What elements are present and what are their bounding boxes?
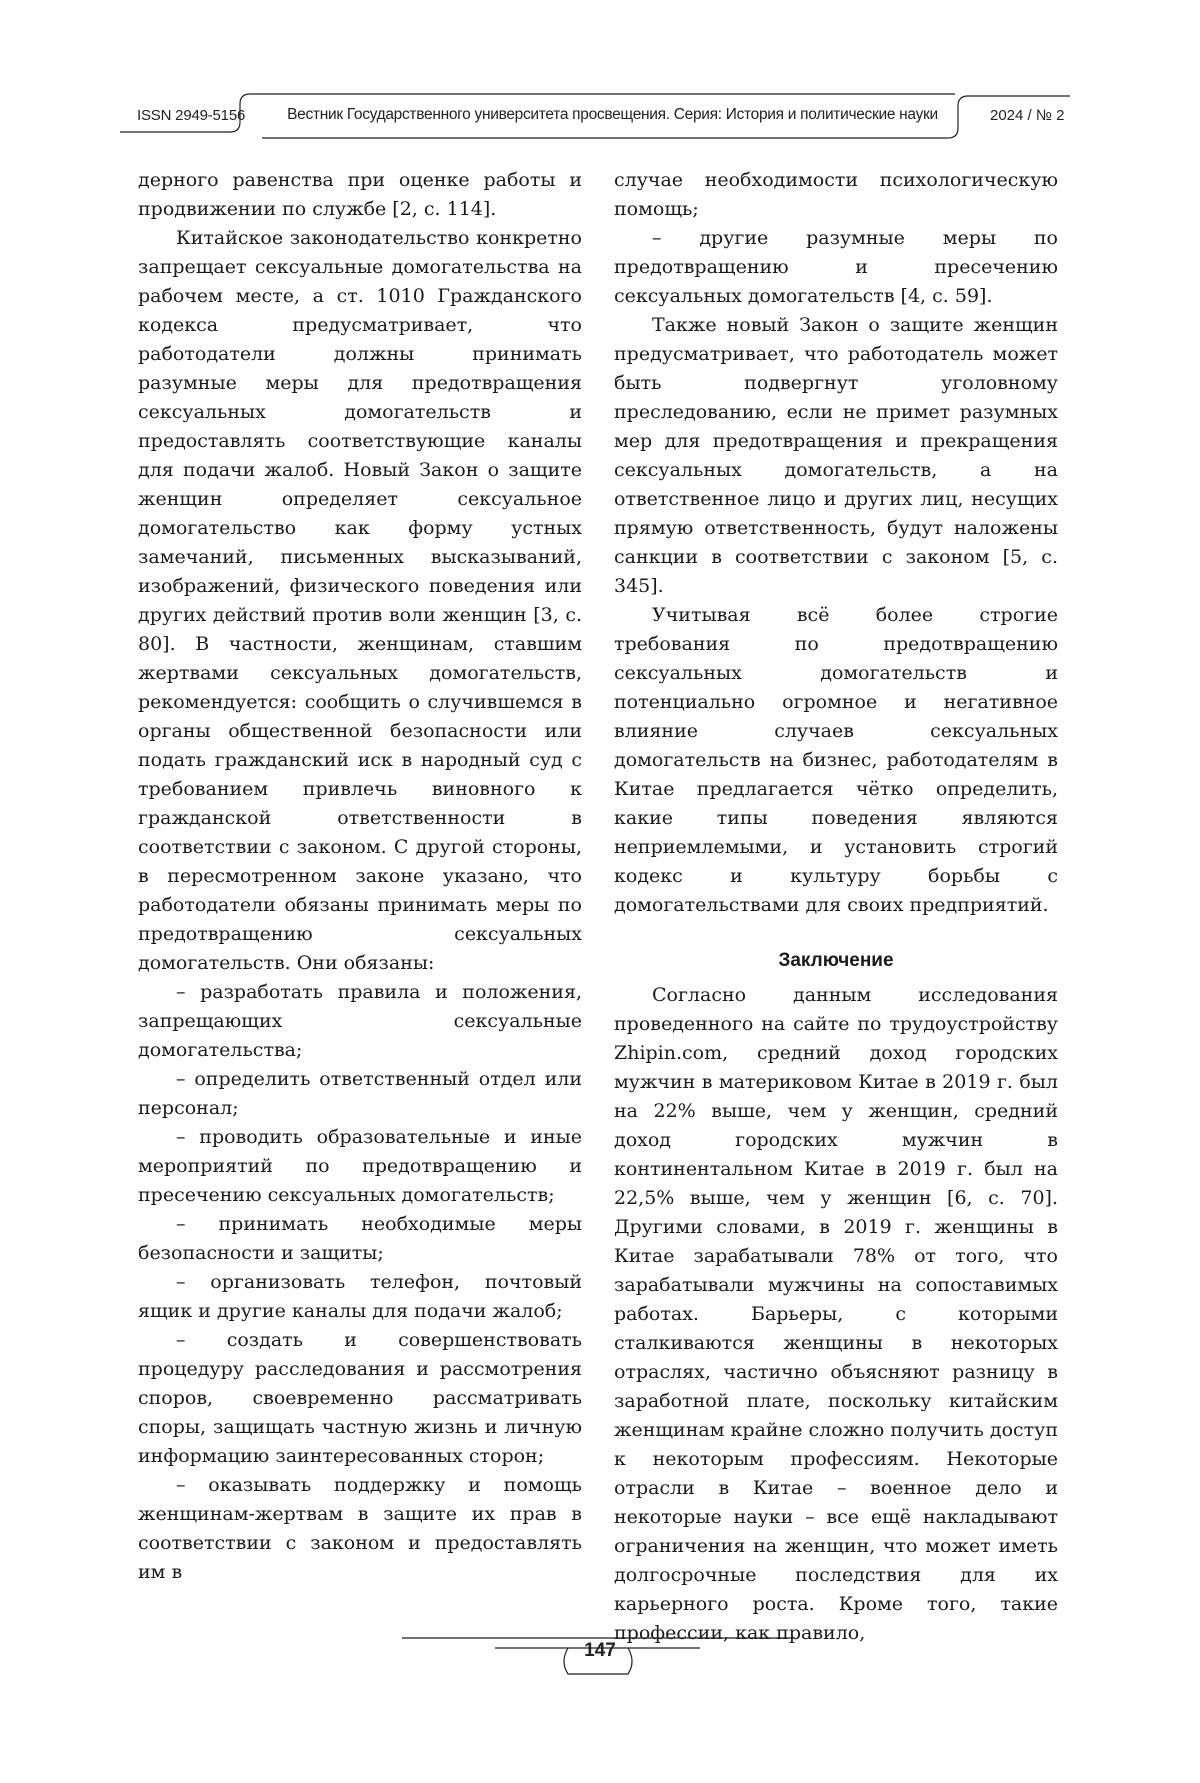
list-item: – создать и совершенствовать процедуру расследования и рассмотрения споров, своевременно рассматривать споры, защищать частную жизнь и личную информацию заинтересованных сторон;: [138, 1329, 582, 1467]
paragraph: дерного равенства при оценке работы и продвижении по службе [2, с. 114].: [138, 169, 582, 220]
right-column: [614, 166, 1058, 1648]
list-item: – организовать телефон, почтовый ящик и другие каналы для подачи жалоб;: [138, 1271, 582, 1322]
paragraph: Китайское законодательство конкретно запрещает сексуальные домогательства на рабочем месте, а ст. 1010 Гражданского кодекса предусматривает, что работодатели должны принимать разумные меры для предотвращения сексуальных домогательств и предоставлять соответствующие каналы для подачи жалоб. Новый Закон о защите женщин определяет сексуальное домогательство как форму устных замечаний, письменных высказываний, изображений, физического поведения или других действий против воли женщин [3, с. 80]. В частности, женщинам, ставшим жертвами сексуальных домогательств, рекомендуется: сообщить о случившемся в органы общественной безопасности или подать гражданский иск в народный суд с требованием привлечь виновного к гражданской ответственности в соответствии с законом. С другой стороны, в пересмотренном законе указано, что работодатели обязаны принимать меры по предотвращению сексуальных домогательств. Они обязаны:: [138, 227, 582, 974]
journal-title: Вестник Государственного университета просвещения. Серия: История и политические науки: [287, 106, 938, 123]
paragraph: случае необходимости психологическую помощь;: [614, 169, 1058, 220]
page-number: 147: [584, 1640, 616, 1661]
list-item: – оказывать поддержку и помощь женщинам-жертвам в защите их прав в соответствии с законом и предоставлять им в: [138, 1474, 582, 1583]
list-item: – другие разумные меры по предотвращению и пресечению сексуальных домогательств [4, с. 59].: [614, 227, 1058, 307]
list-item: – принимать необходимые меры безопасности и защиты;: [138, 1213, 582, 1264]
list-item: – определить ответственный отдел или персонал;: [138, 1068, 582, 1119]
paragraph: Согласно данным исследования проведенного на сайте по трудоустройству Zhipin.com, средний доход городских мужчин в материковом Китае в 2019 г. был на 22% выше, чем у женщин, средний доход городских мужчин в континентальном Китае в 2019 г. был на 22,5% выше, чем у женщин [6, с. 70]. Другими словами, в 2019 г. женщины в Китае зарабатывали 78% от того, что зарабатывали мужчины на сопоставимых работах. Барьеры, с которыми сталкиваются женщины в некоторых отраслях, частично объясняют разницу в заработной плате, поскольку китайским женщинам крайне сложно получить доступ к некоторым профессиям. Некоторые отрасли в Китае – военное дело и некоторые науки – все ещё накладывают ограничения на женщин, что может иметь долгосрочные последствия для их карьерного роста. Кроме того, такие профессии, как правило,: [614, 984, 1058, 1644]
paragraph: Учитывая всё более строгие требования по предотвращению сексуальных домогательств и потенциально огромное и негативное влияние случаев сексуальных домогательств на бизнес, работодателям в Китае предлагается чётко определить, какие типы поведения являются неприемлемыми, и установить строгий кодекс и культуру борьбы с домогательствами для своих предприятий.: [614, 604, 1058, 916]
section-heading: Заключение: [778, 950, 894, 971]
left-column: [138, 166, 582, 1587]
paragraph: Также новый Закон о защите женщин предусматривает, что работодатель может быть подвергнут уголовному преследованию, если не примет разумных мер для предотвращения и прекращения сексуальных домогательств, а на ответственное лицо и других лиц, несущих прямую ответственность, будут наложены санкции в соответствии с законом [5, с. 345].: [614, 314, 1058, 597]
issue-number: 2024 / № 2: [990, 107, 1065, 124]
list-item: – проводить образовательные и иные мероприятий по предотвращению и пресечению сексуальных домогательств;: [138, 1126, 582, 1206]
header-frame: [0, 0, 1200, 160]
running-header: [0, 0, 1200, 160]
issn: ISSN 2949-5156: [137, 107, 246, 124]
list-item: – разработать правила и положения, запрещающих сексуальные домогательства;: [138, 981, 582, 1061]
